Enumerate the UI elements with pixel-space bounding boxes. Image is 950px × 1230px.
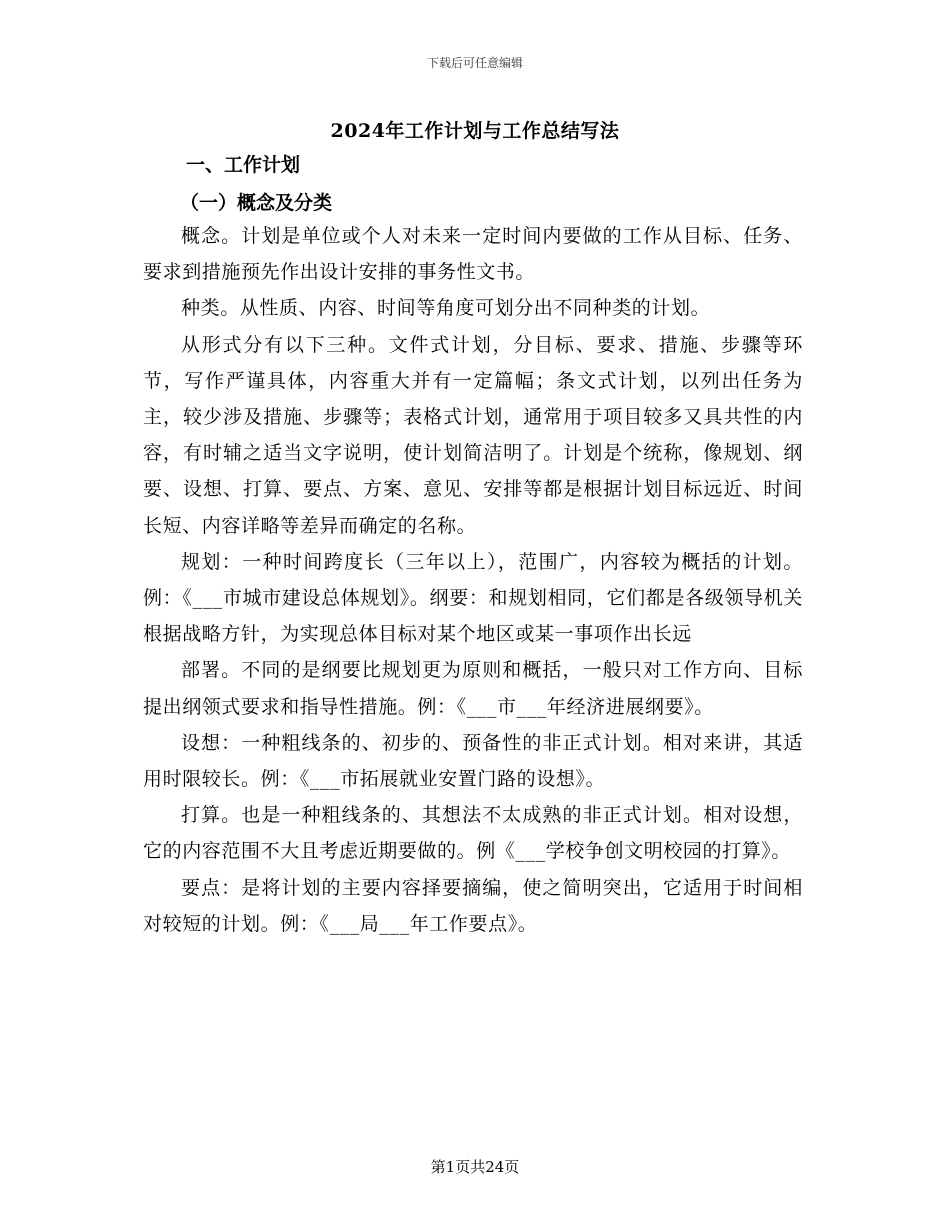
page-footer: 第1页共24页 bbox=[430, 1158, 520, 1176]
paragraph-types: 种类。从性质、内容、时间等角度可划分出不同种类的计划。 bbox=[181, 297, 711, 320]
paragraph-planning: 规划：一种时间跨度长（三年以上），范围广，内容较为概括的计划。例：《___市城市建设总体规划》。纲要：和规划相同，它们都是各级领导机关根据战略方针，为实现总体目标对某个地区或某一事项作出长远 bbox=[143, 550, 803, 646]
paragraph-concept: 概念。计划是单位或个人对未来一定时间内要做的工作从目标、任务、要求到措施预先作出设计安排的事务性文书。 bbox=[143, 225, 803, 284]
header-note: 下载后可任意编辑 bbox=[426, 56, 523, 70]
paragraph-forms: 从形式分有以下三种。文件式计划，分目标、要求、措施、步骤等环节，写作严谨具体，内容重大并有一定篇幅；条文式计划，以列出任务为主，较少涉及措施、步骤等；表格式计划，通常用于项目较多又具共性的内容，有时辅之适当文字说明，使计划简洁明了。计划是个统称，像规划、纲要、设想、打算、要点、方案、意见、安排等都是根据计划目标远近、时间长短、内容详略等差异而确定的名称。 bbox=[143, 333, 803, 537]
subsection-heading: （一）概念及分类 bbox=[180, 192, 333, 214]
paragraph-concept-idea: 设想：一种粗线条的、初步的、预备性的非正式计划。相对来讲，其适用时限较长。例：《___市拓展就业安置门路的设想》。 bbox=[143, 731, 803, 791]
body-text bbox=[143, 218, 803, 942]
document-title: 2024年工作计划与工作总结写法 bbox=[330, 120, 620, 142]
paragraph-key-points: 要点：是将计划的主要内容择要摘编，使之简明突出，它适用于时间相对较短的计划。例：《___局___年工作要点》。 bbox=[143, 876, 803, 935]
paragraph-intent: 打算。也是一种粗线条的、其想法不太成熟的非正式计划。相对设想，它的内容范围不大且考虑近期要做的。例《___学校争创文明校园的打算》。 bbox=[143, 804, 803, 863]
section-heading: 一、工作计划 bbox=[186, 154, 301, 176]
paragraph-deployment: 部署。不同的是纲要比规划更为原则和概括，一般只对工作方向、目标提出纲领式要求和指导性措施。例：《___市___年经济进展纲要》。 bbox=[143, 659, 803, 718]
